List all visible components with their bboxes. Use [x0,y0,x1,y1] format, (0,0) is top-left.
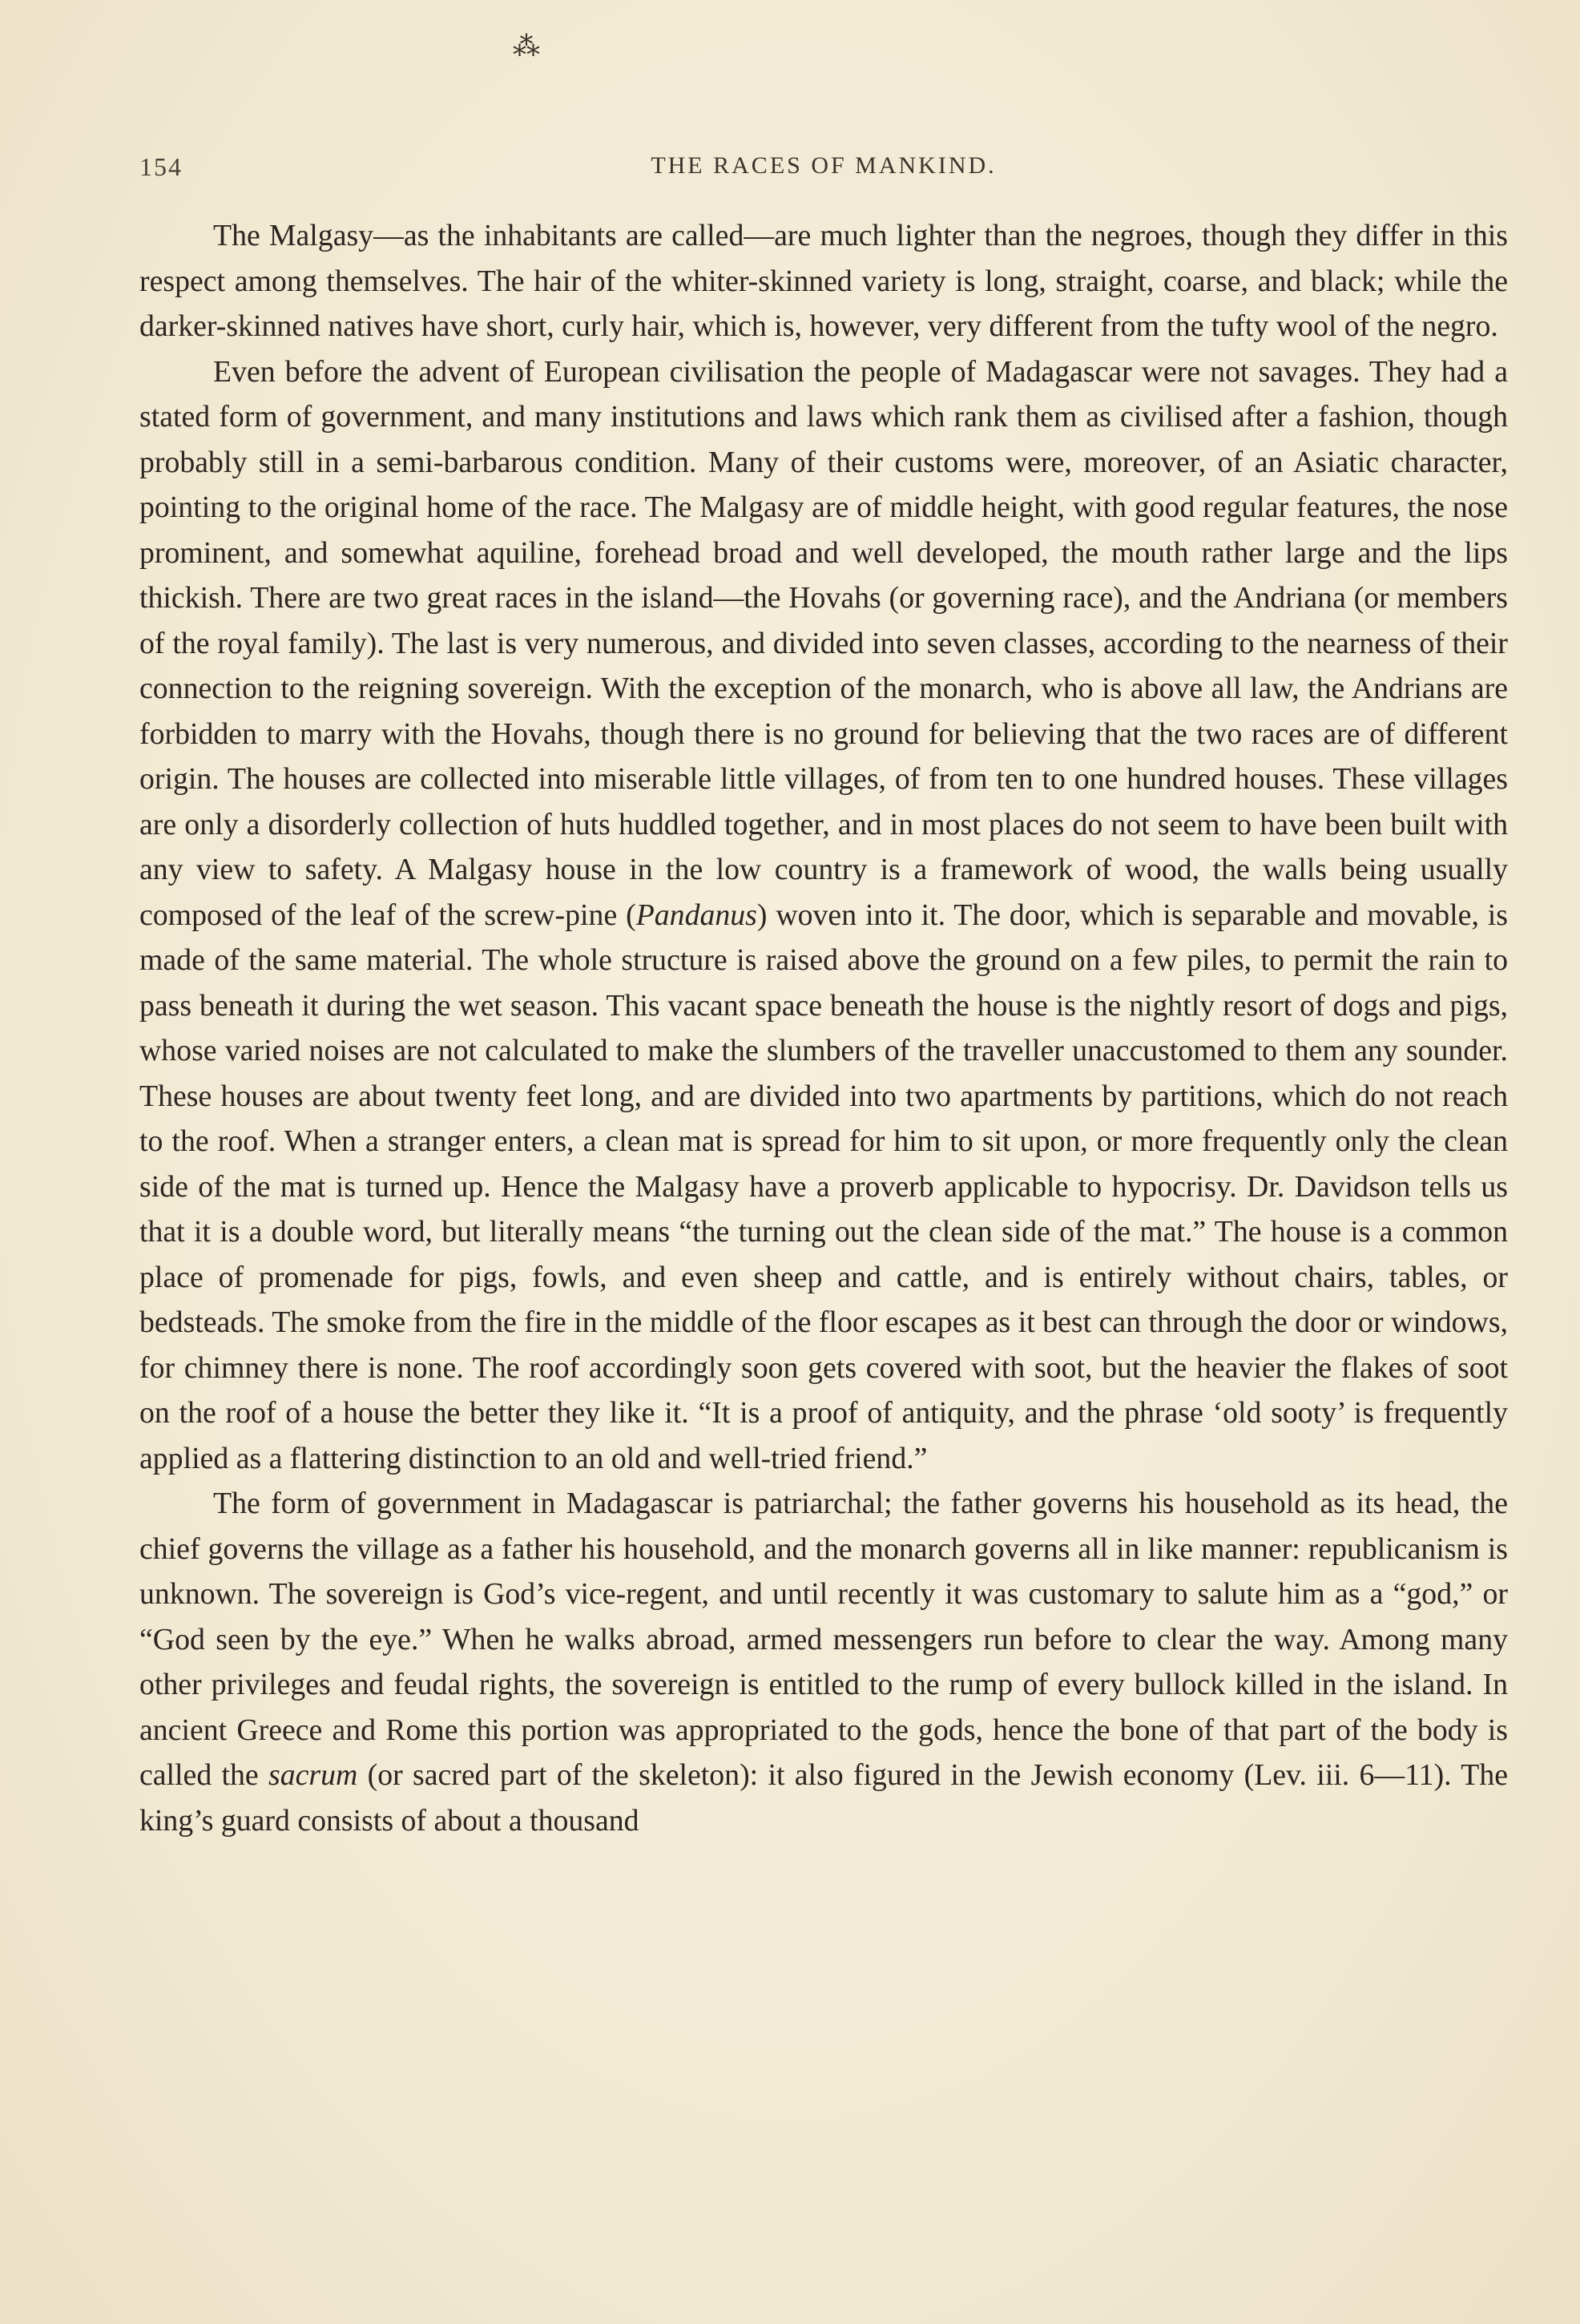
paragraph-3 [139,1481,1508,1843]
text-segment: ) woven into it. The door, which is separable and movable, is made of the same material. The whole structure is raised above the ground on a few piles, to permit the rain to pass beneath it during the wet season. This vacant space beneath the house is the nightly resort of dogs and pigs, whose varied noises are not calculated to make the slumbers of the traveller unaccustomed to them any sounder. These houses are about twenty feet long, and are divided into two apartments by partitions, which do not reach to the roof. When a stranger enters, a clean mat is spread for him to sit upon, or more frequently only the clean side of the mat is turned up. Hence the Malgasy have a proverb applicable to hypocrisy. Dr. Davidson tells us that it is a double word, but literally means “the turning out the clean side of the mat.” The house is a common place of promenade for pigs, fowls, and even sheep and cattle, and is entirely without chairs, tables, or bedsteads. The smoke from the fire in the middle of the floor escapes as it best can through the door or windows, for chimney there is none. The roof accordingly soon gets covered with soot, but the heavier the flakes of soot on the roof of a house the better they like it. “It is a proof of antiquity, and the phrase ‘old sooty’ is frequently applied as a flattering distinction to an old and well-tried friend.” [139,898,1508,1475]
text-segment: (or sacred part of the skeleton): it also figured in the Jewish economy (Lev. iii. 6—11). The king’s guard consists of about a thousand [139,1758,1508,1838]
italic-term-pandanus: Pandanus [635,898,757,932]
running-head: THE RACES OF MANKIND. [651,152,997,179]
asterism-ornament-icon: ⁂ [513,32,540,62]
page-number: 154 [139,152,183,181]
text-segment: The Malgasy—as the inhabitants are called—are much lighter than the negroes, though they differ in this respect among themselves. The hair of the whiter-skinned variety is long, straight, coarse, and black; while the darker-skinned natives have short, curly hair, which is, however, very different from the tufty wool of the negro. [139,219,1508,343]
page-header [139,152,1508,188]
paragraph-2 [139,349,1508,1482]
text-segment: Even before the advent of European civilisation the people of Madagascar were not savages. They had a stated form of government, and many institutions and laws which rank them as civilised after a fashion, though probably still in a semi-barbarous condition. Many of their customs were, moreover, of an Asiatic character, pointing to the original home of the race. The Malgasy are of middle height, with good regular features, the nose prominent, and somewhat aquiline, forehead broad and well developed, the mouth rather large and the lips thickish. There are two great races in the island—the Hovahs (or governing race), and the Andriana (or members of the royal family). The last is very numerous, and divided into seven classes, according to the nearness of their connection to the reigning sovereign. With the exception of the monarch, who is above all law, the Andrians are forbidden to marry with the Hovahs, though there is no ground for believing that the two races are of different origin. The houses are collected into miserable little villages, of from ten to one hundred houses. These villages are only a disorderly collection of huts huddled together, and in most places do not seem to have been built with any view to safety. A Malgasy house in the low country is a framework of wood, the walls being usually composed of the leaf of the screw-pine ( [139,354,1508,932]
italic-term-sacrum: sacrum [268,1758,358,1792]
text-segment: The form of government in Madagascar is patriarchal; the father governs his household as its head, the chief governs the village as a father his household, and the monarch governs all in like manner: republicanism is unknown. The sovereign is God’s vice-regent, and until recently it was customary to salute him as a “god,” or “God seen by the eye.” When he walks abroad, armed messengers run before to clear the way. Among many other privileges and feudal rights, the sovereign is entitled to the rump of every bullock killed in the island. In ancient Greece and Rome this portion was appropriated to the gods, hence the bone of that part of the body is called the [139,1487,1508,1792]
paragraph-1 [139,213,1508,349]
body-text [139,213,1508,1843]
